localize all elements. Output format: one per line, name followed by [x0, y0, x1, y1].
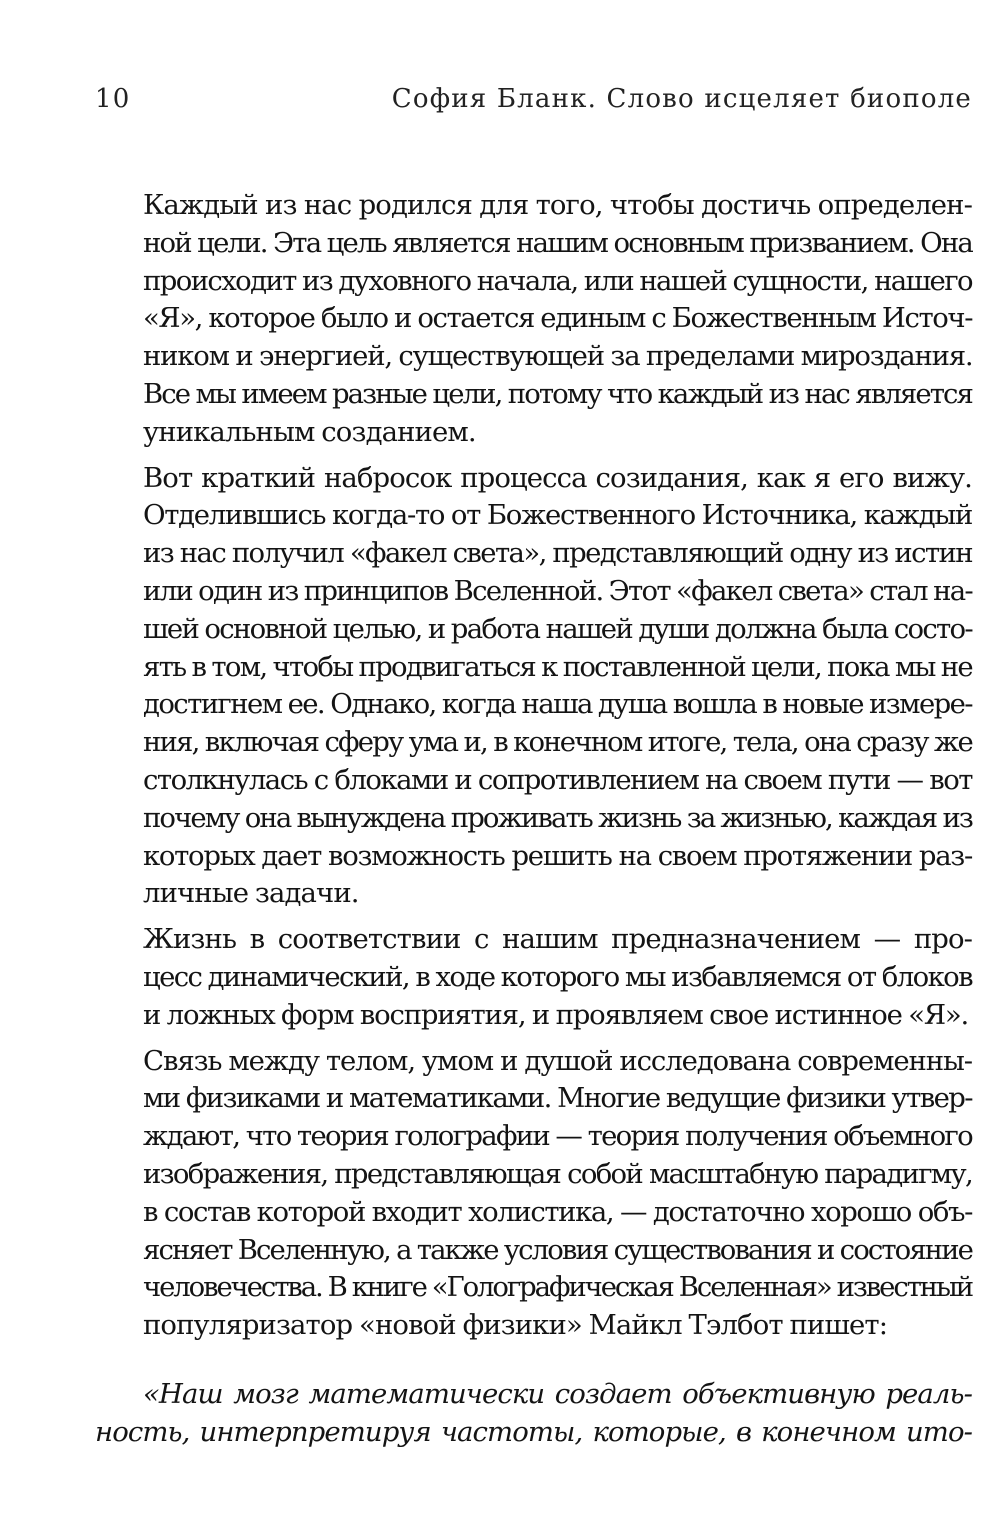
text-line: столкнулась с блоками и сопротивлением на своем пути — вот — [143, 763, 972, 796]
paragraph-1 — [95, 187, 972, 452]
text-line: и ложных форм восприятия, и проявляем свое истинное «Я». — [143, 998, 969, 1031]
text-line: шей основной целью, и работа нашей души должна была состо- — [143, 612, 972, 645]
running-header — [95, 84, 972, 124]
text-line: достигнем ее. Однако, когда наша душа вошла в новые измере- — [143, 688, 972, 721]
text-line: или один из принципов Вселенной. Этот «факел света» стал на- — [143, 574, 972, 607]
text-line: Жизнь в соответствии с нашим предназначением — про- — [143, 923, 972, 956]
quote-line: «Наш мозг математически создает объективную реаль- — [143, 1378, 972, 1410]
paragraph-2 — [95, 460, 972, 914]
text-line: Связь между телом, умом и душой исследована современны- — [143, 1044, 972, 1077]
text-line: которых дает возможность решить на своем протяжении раз- — [143, 839, 972, 872]
text-line: ми физиками и математиками. Многие ведущие физики утвер- — [143, 1082, 972, 1115]
text-line: цесс динамический, в ходе которого мы избавляемся от блоков — [143, 960, 972, 993]
running-title: София Бланк. Слово исцеляет биополе — [391, 84, 972, 114]
text-line: Все мы имеем разные цели, потому что каждый из нас является — [143, 377, 972, 410]
text-line: ной цели. Эта цель является нашим основным призванием. Она — [143, 226, 972, 259]
text-line: почему она вынуждена проживать жизнь за жизнью, каждая из — [143, 801, 972, 834]
paragraph-3 — [95, 921, 972, 1034]
text-line: из нас получил «факел света», представляющий одну из истин — [143, 537, 972, 570]
quote-line: ность, интерпретируя частоты, которые, в конечном ито- — [95, 1416, 972, 1448]
text-line: ждают, что теория голографии — теория получения объемного — [143, 1120, 972, 1153]
text-line: ником и энергией, существующей за пределами мироздания. — [143, 340, 973, 373]
text-line: Вот краткий набросок процесса созидания, как я его вижу. — [143, 461, 972, 494]
text-line: происходит из духовного начала, или нашей сущности, нашего — [143, 264, 972, 297]
text-line: «Я», которое было и остается единым с Божественным Источ- — [143, 302, 973, 335]
text-line: популяризатор «новой физики» Майкл Тэлбот пишет: — [143, 1309, 888, 1342]
text-line: Отделившись когда-то от Божественного Источника, каждый — [143, 499, 972, 532]
text-line: человечества. В книге «Голографическая Вселенная» известный — [143, 1271, 972, 1304]
paragraph-4 — [95, 1043, 972, 1345]
text-line: ясняет Вселенную, а также условия существования и состояние — [143, 1233, 972, 1266]
text-line: личные задачи. — [143, 877, 359, 910]
page-number: 10 — [95, 84, 131, 114]
text-line: в состав которой входит холистика, — достаточно хорошо объ- — [143, 1195, 972, 1228]
body-text — [95, 187, 972, 1345]
text-line: Каждый из нас родился для того, чтобы достичь определен- — [143, 189, 972, 221]
text-line: ния, включая сферу ума и, в конечном итоге, тела, она сразу же — [143, 726, 972, 759]
text-line: изображения, представляющая собой масштабную парадигму, — [143, 1157, 972, 1190]
block-quote — [95, 1375, 972, 1451]
text-line: уникальным созданием. — [143, 415, 476, 448]
text-line: ять в том, чтобы продвигаться к поставленной цели, пока мы не — [143, 650, 972, 683]
